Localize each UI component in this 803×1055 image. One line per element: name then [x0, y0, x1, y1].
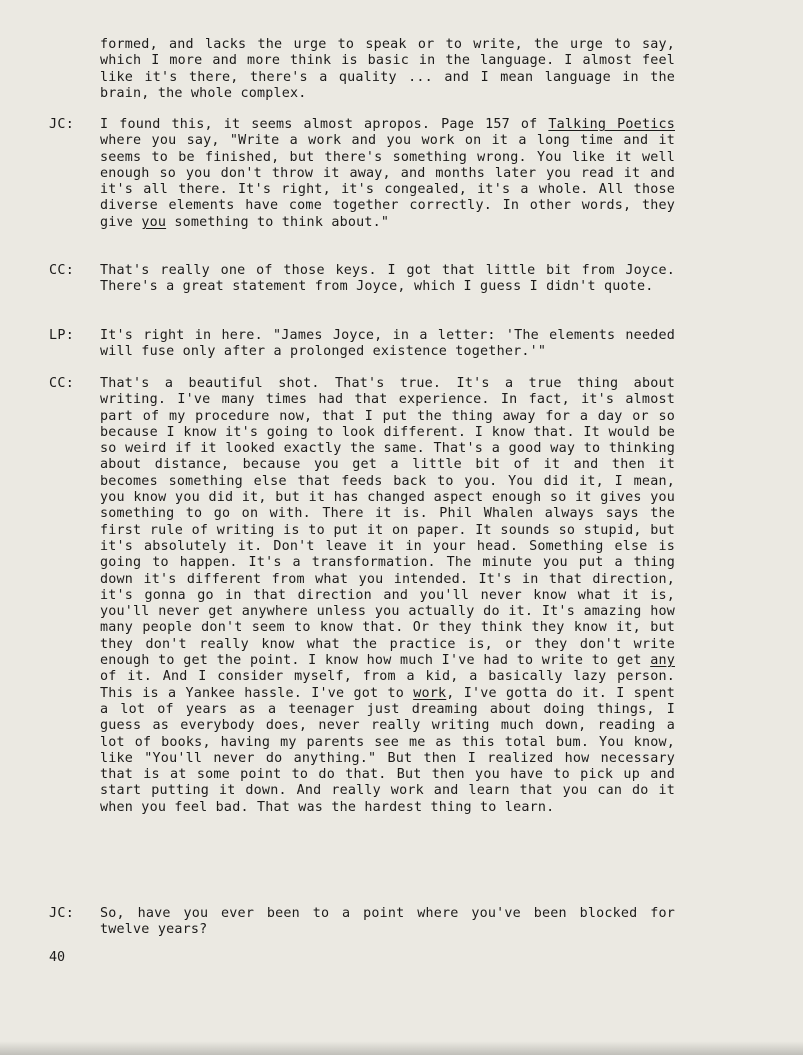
cc-long-answer-paragraph: That's a beautiful shot. That's true. It's a true thing about writing. I've many times had that experience. In fact, it's almost part of my procedure now, that I put the thing away for a day or so because I know it's going to look different. I know that. It would be so weird if it looked exactly the same. That's a good way to thinking about distance, because you get a little bit of it and then it becomes something else that feeds back to you. You did it, I mean, you know you did it, but it has changed aspect enough so it gives you something to go on with. There it is. Phil Whalen always says the first rule of writing is to put it on paper. It sounds so stupid, but it's absolutely it. Don't leave it in your head. Something else is going to happen. It's a transformation. The minute you put a thing down it's different from what you intended. It's in that direction, it's gonna go in that direction and you'll never know what it is, you'll never get anywhere unless you actually do it. It's amazing how many people don't seem to know that. Or they think they know it, but they don't really know what the practice is, or they don't write enough to get the point. I know how much I've had to write to get any of it. And I consider myself, from a kid, a basically lazy person. This is a Yankee hassle. I've got to work, I've gotta do it. I spent a lot of years as a teenager just dreaming about doing things, I guess as everybody does, never really writing much down, reading a lot of books, having my parents see me as this total bum. You know, like "You'll never do anything." But then I realized how necessary that is at some point to do that. But then you have to pick up and start putting it down. And really work and learn that you can do it when you feel bad. That was the hardest thing to learn. [100, 376, 675, 815]
speaker-label: JC: [49, 906, 75, 921]
speaker-label: CC: [49, 376, 75, 391]
cc-answer-paragraph: That's really one of those keys. I got that little bit from Joyce. There's a great statement from Joyce, which I guess I didn't quote. [100, 263, 675, 295]
jc-final-question: So, have you ever been to a point where you've been blocked for twelve years? [100, 906, 675, 938]
speaker-label: CC: [49, 263, 75, 278]
lp-quote-paragraph: It's right in here. "James Joyce, in a letter: 'The elements needed will fuse only after a prolonged existence together.'" [100, 328, 675, 360]
emphasis-work: work [413, 685, 447, 701]
emphasis-you: you [141, 214, 167, 230]
page-bottom-edge [0, 1041, 803, 1055]
jc-question-paragraph: I found this, it seems almost apropos. Page 157 of Talking Poetics where you say, "Write a work and you work on it a long time and it seems to be finished, but there's something wrong. You like it well enough so you don't throw it away, and months later you read it and it's all there. It's right, it's congealed, it's a whole. All those diverse elements have come together correctly. In other words, they give you something to think about." [100, 117, 675, 230]
speaker-label: JC: [49, 117, 75, 132]
intro-paragraph: formed, and lacks the urge to speak or to write, the urge to say, which I more and more think is basic in the language. I almost feel like it's there, there's a quality ... and I mean language in the brain, the whole complex. [100, 37, 675, 101]
page-number: 40 [49, 950, 66, 965]
book-title-talking-poetics: Talking Poetics [548, 117, 675, 132]
emphasis-any: any [650, 653, 675, 669]
speaker-label: LP: [49, 328, 75, 343]
